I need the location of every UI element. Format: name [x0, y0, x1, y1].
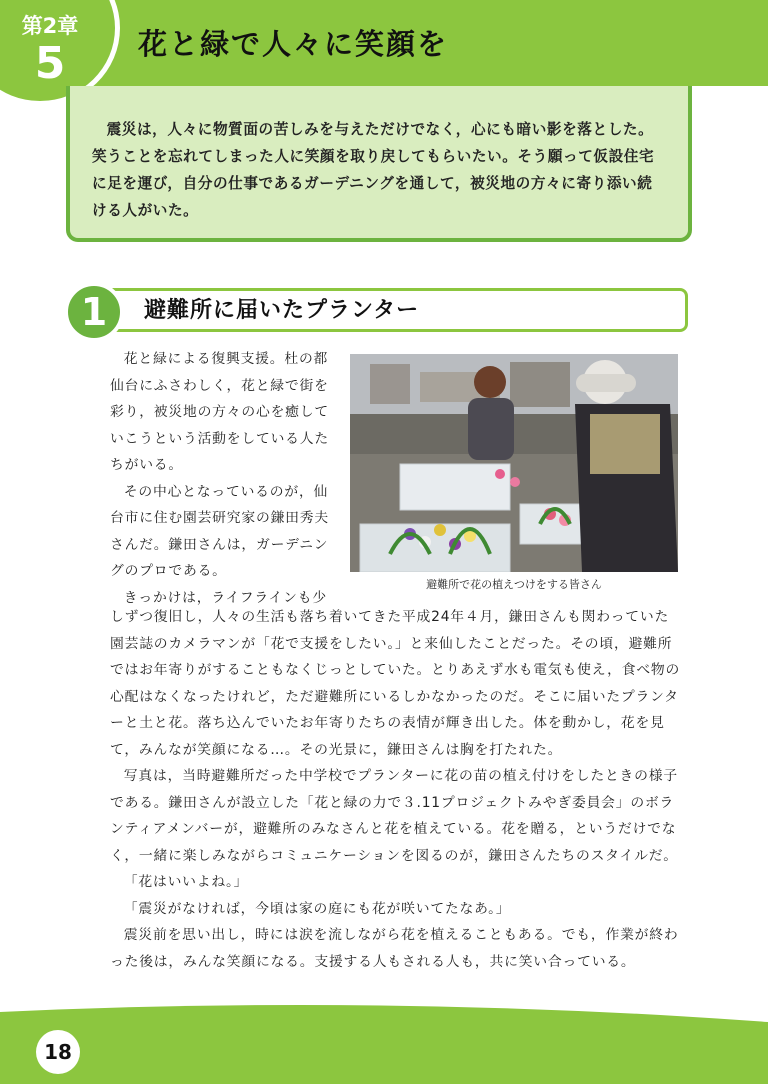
paragraph: きっかけは，ライフラインも少	[123, 589, 327, 606]
paragraph: その中心となっているのが，仙台市に住む園芸研究家の鎌田秀夫さんだ。鎌田さんは，ガーデニングのプロである。	[110, 483, 329, 579]
planting-photo	[350, 354, 678, 572]
paragraph: 花と緑による復興支援。杜の都仙台にふさわしく，花と緑で街を彩り，被災地の方々の心を癒していこうという活動をしている人たちがいる。	[110, 351, 329, 473]
quote: 「花はいいよね。」	[123, 874, 249, 890]
paragraph: 震災前を思い出し，時には涙を流しながら花を植えることもある。でも，作業が終わった後は，みんな笑顔になる。支援する人もされる人も，共に笑い合っている。	[110, 927, 679, 970]
body-full-width	[110, 604, 682, 975]
page-title: 花と緑で人々に笑顔を	[138, 27, 449, 61]
planting-photo-image	[350, 354, 678, 572]
photo-caption: 避難所で花の植えつけをする皆さん	[426, 578, 602, 591]
chapter-number: 5	[34, 38, 66, 89]
body-column	[110, 346, 338, 611]
chapter-label: 第2章	[21, 14, 79, 38]
section-heading	[70, 286, 692, 336]
lead-box	[66, 86, 692, 242]
paragraph: しずつ復旧し，人々の生活も落ち着いてきた平成24年４月，鎌田さんも関わっていた園芸誌のカメラマンが「花で支援をしたい。」と来仙したことだった。その頃，避難所ではお年寄りがすることもなくじっとしていた。とりあえず水も電気も使え，食べ物の心配はなくなったけれど，ただ避難所にいるしかなかったのだ。そこに届いたプランターと土と花。落ち込んでいたお年寄りたちの表情が輝き出した。体を動かし，花を見て，みんなが笑顔になる…。その光景に，鎌田さんは胸を打たれた。	[110, 609, 681, 758]
section-number: 1	[64, 282, 124, 342]
section-title: 避難所に届いたプランター	[144, 298, 420, 323]
paragraph: 写真は，当時避難所だった中学校でプランターに花の苗の植え付けをしたときの様子である。鎌田さんが設立した「花と緑の力で３.11プロジェクトみやぎ委員会」のボランティアメンバーが，避難所のみなさんと花を植えている。花を贈る，というだけでなく，一緒に楽しみながらコミュニケーションを図るのが，鎌田さんたちのスタイルだ。	[110, 768, 678, 864]
page-number: 18	[36, 1030, 80, 1074]
footer-wave	[0, 1000, 768, 1084]
lead-text: 震災は，人々に物質面の苦しみを与えただけでなく，心にも暗い影を落とした。笑うことを忘れてしまった人に笑顔を取り戻してもらいたい。そう願って仮設住宅に足を運び，自分の仕事であるガーデニングを通して，被災地の方々に寄り添い続ける人がいた。	[92, 121, 655, 219]
quote: 「震災がなければ，今頃は家の庭にも花が咲いてたなあ。」	[123, 900, 511, 917]
